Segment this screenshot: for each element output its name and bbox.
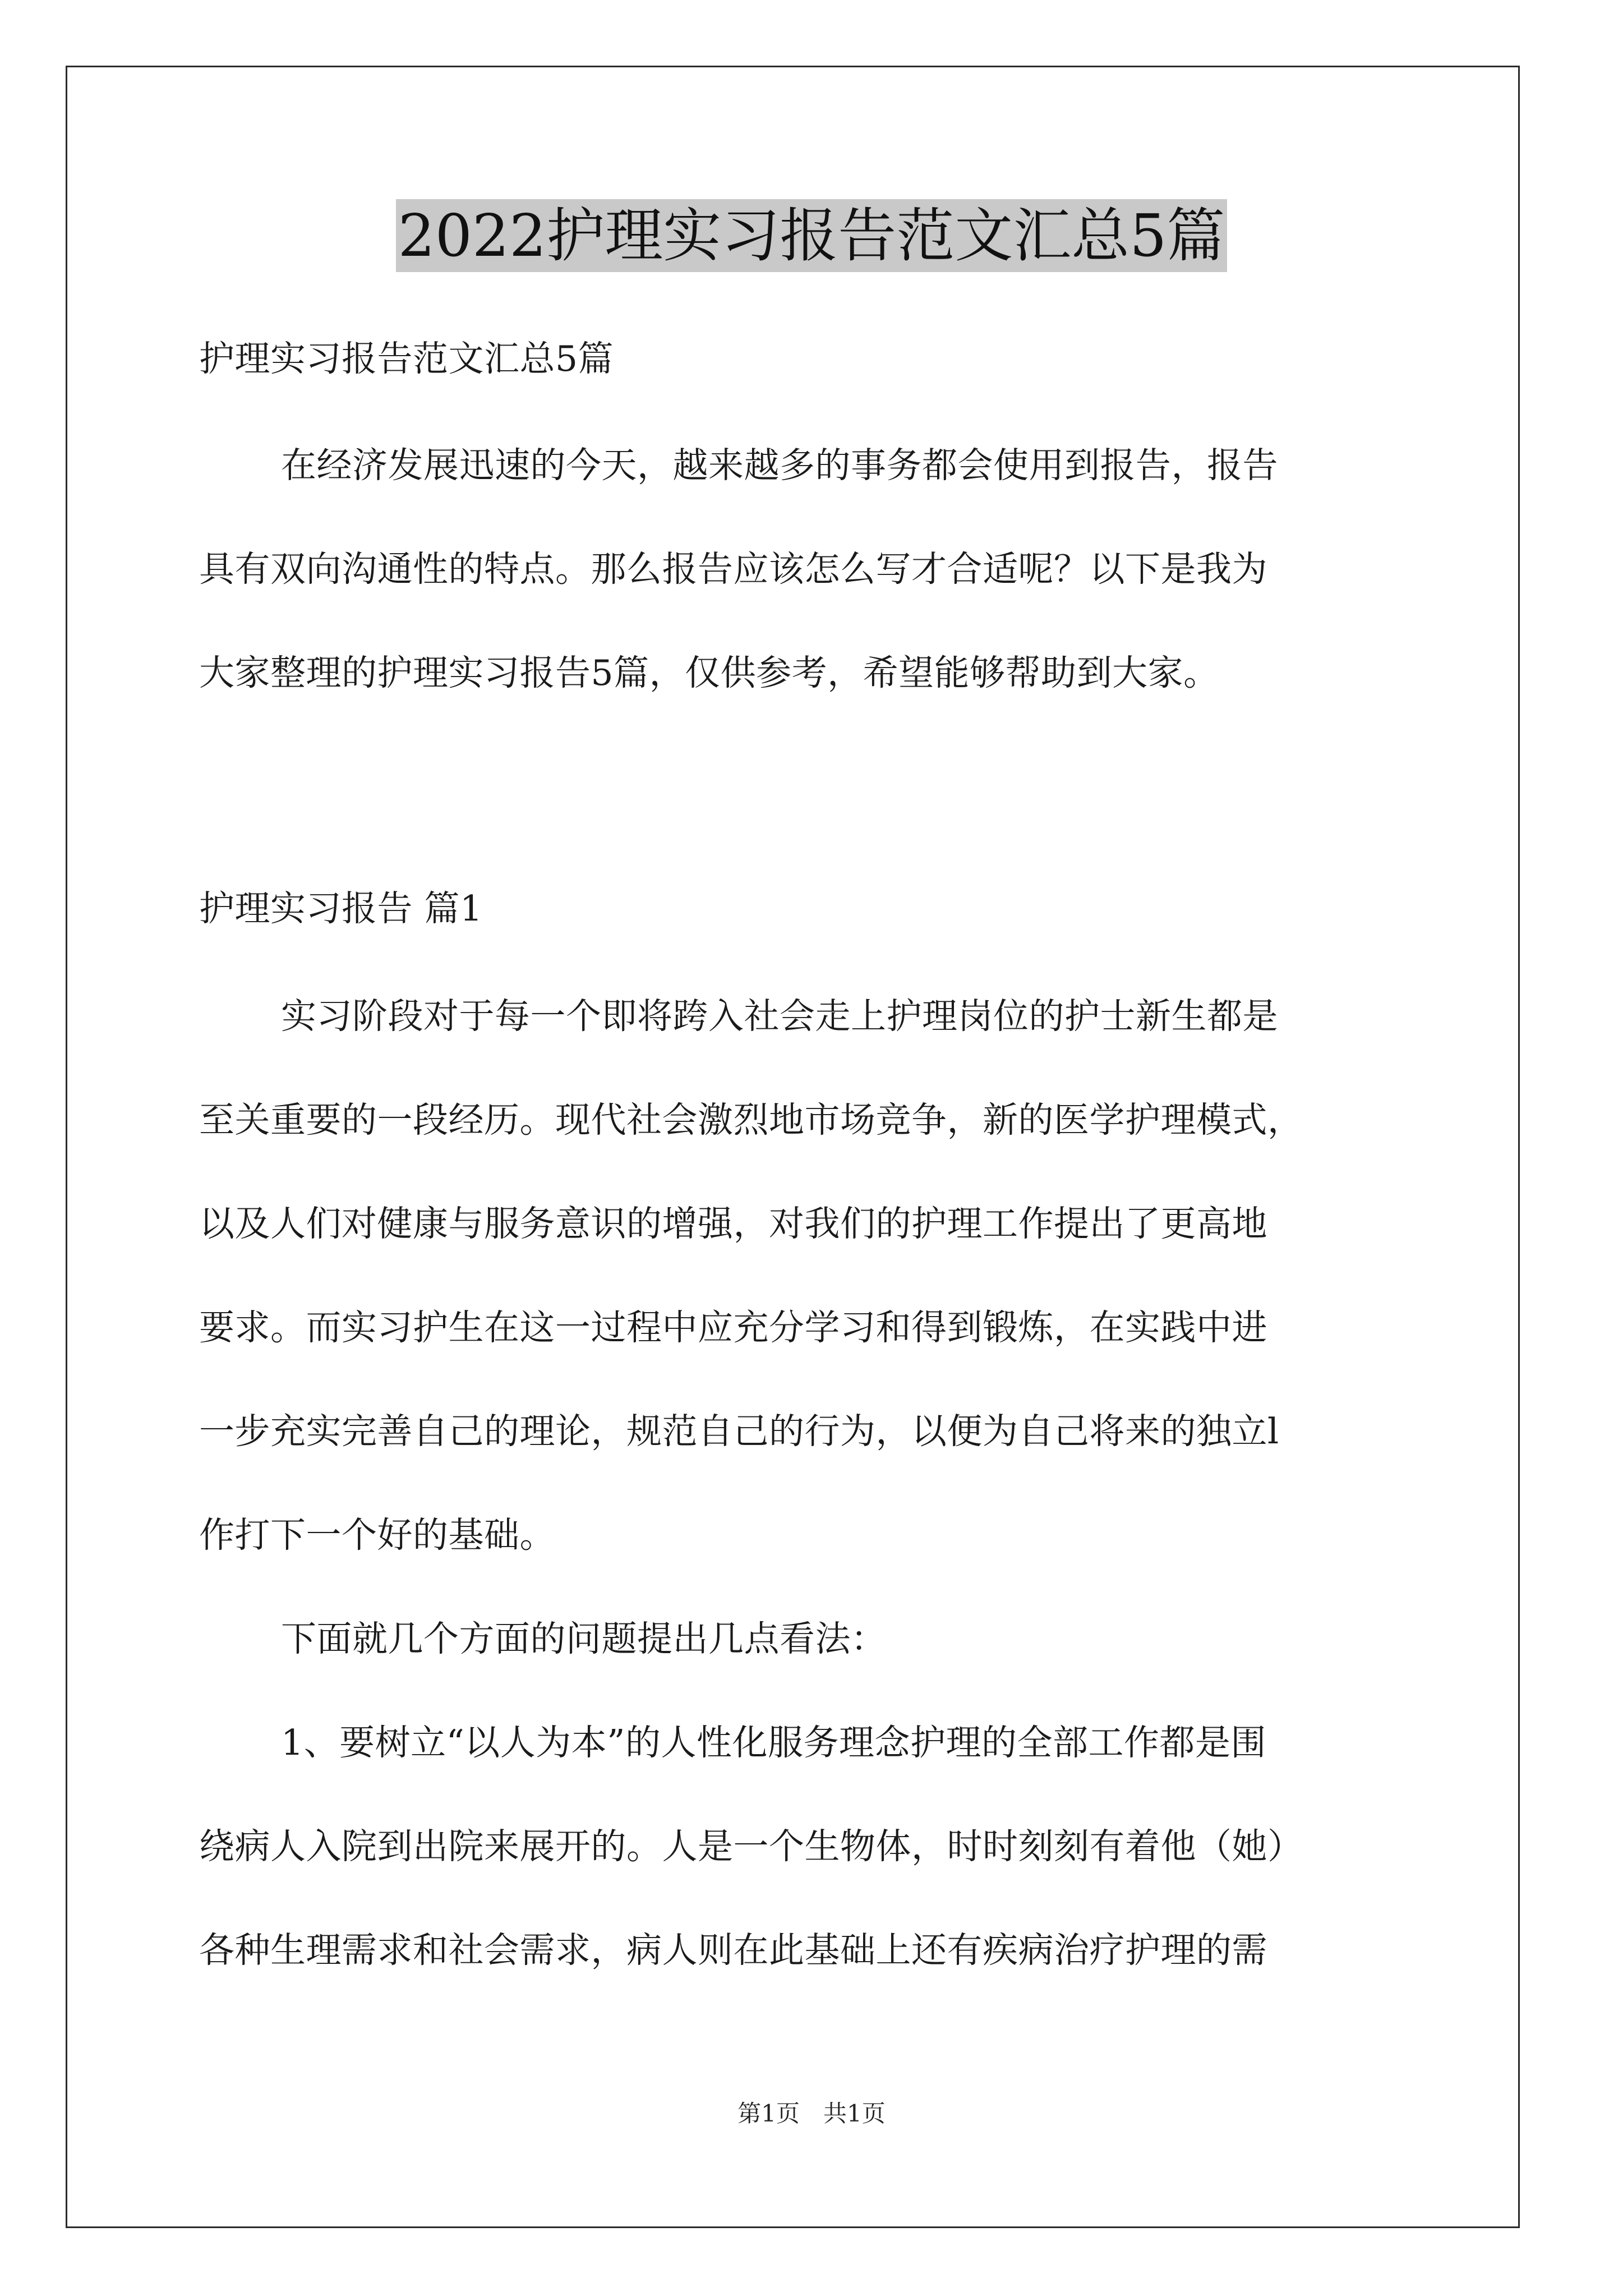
paragraph-line: 各种生理需求和社会需求，病人则在此基础上还有疾病治疗护理的需 (199, 1930, 1267, 1971)
paragraph-line: 实习阶段对于每一个即将跨入社会走上护理岗位的护士新生都是 (281, 996, 1278, 1037)
paragraph-line: 要求。而实习护生在这一过程中应充分学习和得到锻炼，在实践中进 (199, 1307, 1267, 1348)
page-footer: 第1页 共1页 (737, 2100, 886, 2127)
paragraph-line: 一步充实完善自己的理论，规范自己的行为，以便为自己将来的独立l (199, 1411, 1279, 1452)
document-subtitle: 护理实习报告范文汇总5篇 (199, 338, 614, 379)
title-container (0, 199, 1623, 272)
intro-line-1: 在经济发展迅速的今天，越来越多的事务都会使用到报告，报告 (281, 445, 1278, 486)
paragraph-line: 至关重要的一段经历。现代社会激烈地市场竞争，新的医学护理模式， (199, 1099, 1303, 1140)
section-heading: 护理实习报告 篇1 (199, 888, 483, 929)
paragraph-line: 作打下一个好的基础。 (199, 1515, 555, 1556)
paragraph-line: 以及人们对健康与服务意识的增强，对我们的护理工作提出了更高地 (199, 1203, 1267, 1244)
paragraph-line: 绕病人入院到出院来展开的。人是一个生物体，时时刻刻有着他（她） (199, 1826, 1303, 1867)
intro-line-3: 大家整理的护理实习报告5篇，仅供参考，希望能够帮助到大家。 (199, 652, 1219, 693)
document-title: 2022护理实习报告范文汇总5篇 (396, 199, 1228, 272)
page-border (66, 66, 1520, 2228)
paragraph-line: 下面就几个方面的问题提出几点看法： (281, 1618, 887, 1659)
paragraph-line: 1、要树立“以人为本”的人性化服务理念护理的全部工作都是围 (281, 1722, 1266, 1763)
intro-line-2: 具有双向沟通性的特点。那么报告应该怎么写才合适呢？以下是我为 (199, 549, 1267, 590)
